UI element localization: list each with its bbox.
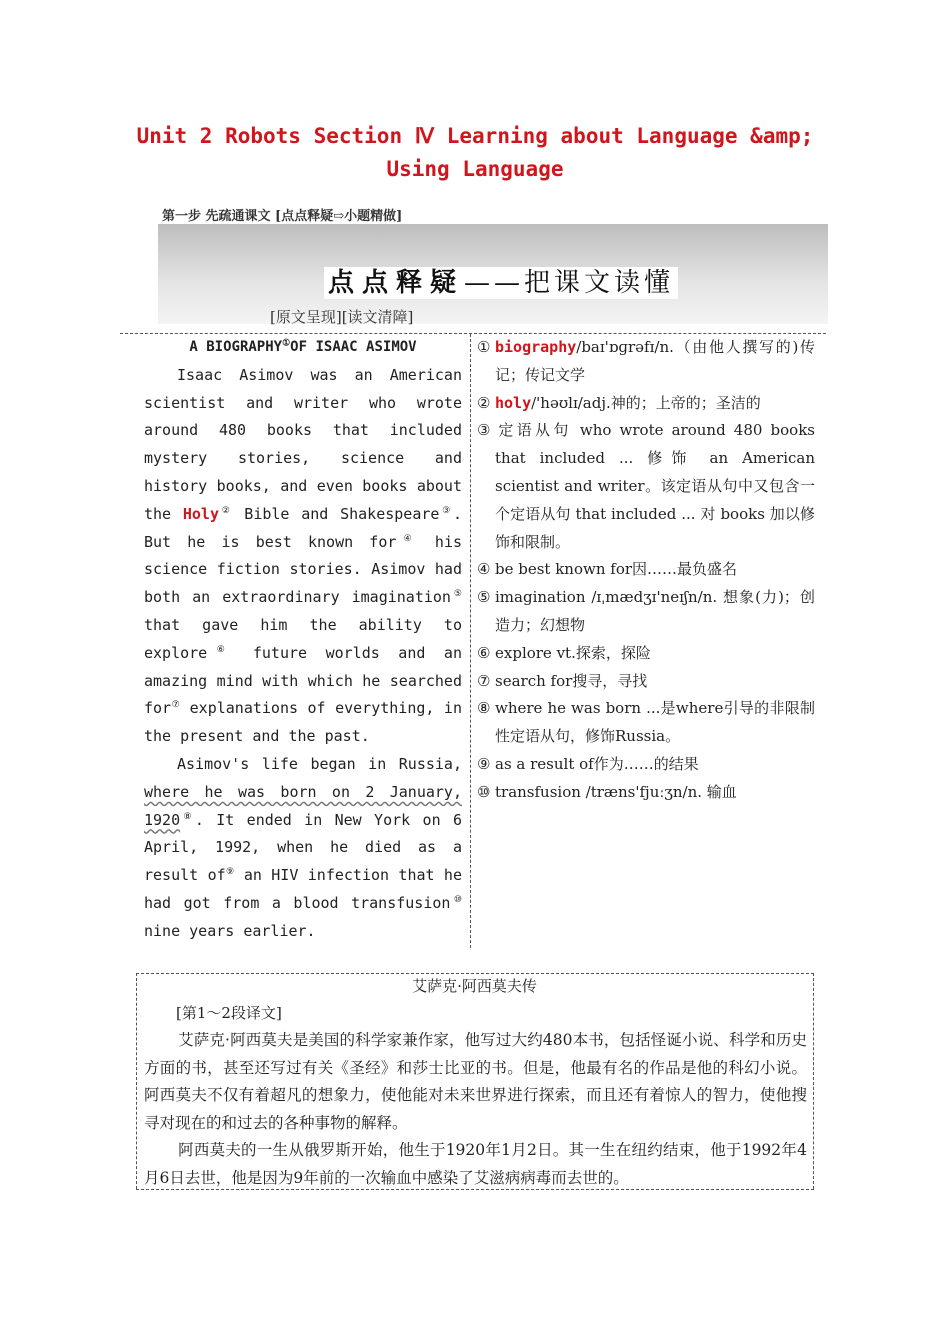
translation-title: 艾萨克·阿西莫夫传 bbox=[412, 977, 537, 995]
paragraph-2: Asimov's life began in Russia, where he was born on 2 January, 1920⑧. It ended in New York on 6 April, 1992, when he died as a result of⑨ an HIV infection that he had got from a blood transfusion⑩ nine years earlier. bbox=[144, 754, 462, 940]
keyword-holy: Holy bbox=[182, 504, 219, 523]
column-divider bbox=[470, 334, 471, 948]
banner-main: 点点释疑 bbox=[328, 268, 465, 298]
translation-paragraph-1: 艾萨克·阿西莫夫是美国的科学家兼作家，他写过大约480本书，包括怪诞小说、科学和历史方面的书，甚至还写过有关《圣经》和莎士比亚的书。但是，他最有名的作品是他的科幻小说。阿西莫夫不仅有着超凡的想象力，使他能对未来世界进行探索，而且还有着惊人的智力，使他搜寻对现在的和过去的各种事物的解释。 bbox=[144, 1031, 807, 1132]
banner-sub: ——把课文读懂 bbox=[464, 268, 675, 298]
note-item: ⑩ transfusion /træns'fjuːʒn/n. 输血 bbox=[477, 782, 737, 801]
note-item: ① biography/baɪ'ɒɡrəfɪ/n.（由他人撰写的)传记；传记文学 bbox=[477, 338, 815, 384]
note-item: ② holy/'həʊlɪ/adj.神的；上帝的；圣洁的 bbox=[477, 393, 761, 412]
section-tags: [原文呈现][读文清障] bbox=[270, 308, 414, 326]
page-title bbox=[0, 120, 950, 186]
note-item: ⑨ as a result of作为……的结果 bbox=[477, 754, 699, 773]
paragraph-1: Isaac Asimov was an American scientist and writer who wrote around 480 books that included mystery stories, science and history books, and even books about the Holy② Bible and Shakespeare③. But he is best known for④ his science fiction stories. Asimov had both an extraordinary imagination⑤ that gave him the ability to explore⑥ future worlds and an amazing mind with which he searched for⑦ explanations of everything, in the present and the past. bbox=[144, 365, 463, 746]
original-text bbox=[144, 334, 462, 946]
step-heading: 第一步 先疏通课文 [点点释疑⇨小题精做] bbox=[162, 209, 403, 224]
note-item: ④ be best known for因……最负盛名 bbox=[477, 560, 738, 579]
text-heading: A BIOGRAPHY①OF ISAAC ASIMOV bbox=[189, 338, 417, 355]
box-border-right bbox=[813, 973, 814, 1189]
title-line-1: Unit 2 Robots Section Ⅳ Learning about Language &amp; bbox=[136, 124, 814, 148]
note-item: ③ 定语从句 who wrote around 480 books that included ... 修饰 an American scientist and writer。该定语从句中又包含一个定语从句 that included ... 对 books 加以修饰和限制。 bbox=[477, 421, 815, 551]
title-line-2: Using Language bbox=[386, 157, 564, 181]
note-item: ⑦ search for搜寻，寻找 bbox=[477, 671, 648, 690]
wavy-clause: where he was born on 2 January, 1920 bbox=[144, 782, 462, 829]
translation-paragraph-2: 阿西莫夫的一生从俄罗斯开始，他生于1920年1月2日。其一生在纽约结束，他于1992年4月6日去世，他是因为9年前的一次输血中感染了艾滋病病毒而去世的。 bbox=[144, 1141, 807, 1187]
note-item: ⑥ explore vt.探索，探险 bbox=[477, 643, 651, 662]
translation-section: [第1～2段译文] bbox=[176, 1004, 282, 1022]
notes-column bbox=[477, 334, 815, 807]
banner-title bbox=[324, 267, 678, 299]
note-item: ⑤ imagination /ɪˌmædʒɪ'neɪʃn/n. 想象(力)；创造力；幻想物 bbox=[477, 588, 815, 634]
note-item: ⑧ where he was born ...是where引导的非限制性定语从句，修饰Russia。 bbox=[477, 699, 815, 746]
translation-box bbox=[136, 973, 813, 1189]
